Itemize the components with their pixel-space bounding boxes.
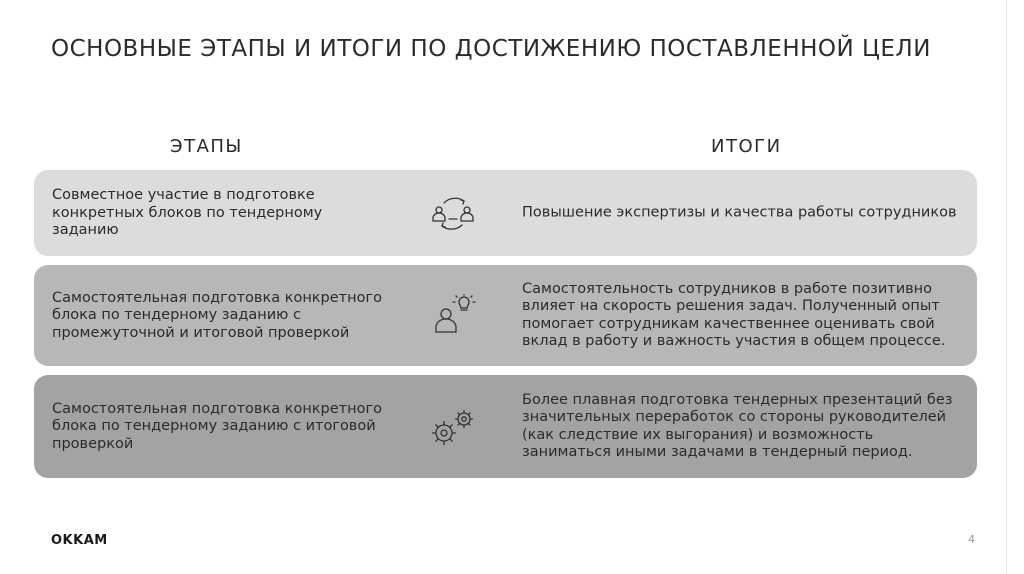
- stage-text: Самостоятельная подготовка конкретного блока по тендерному заданию с промежуточной и итоговой проверкой: [52, 289, 382, 341]
- stage-text: Самостоятельная подготовка конкретного блока по тендерному заданию с итоговой проверкой: [52, 400, 382, 452]
- result-text: Самостоятельность сотрудников в работе позитивно влияет на скорость решения задач. Полученный опыт помогает сотрудникам качественнее оценивать свой вклад в работу и важность участия в общем процессе.: [522, 280, 946, 349]
- stage-row-1: [34, 170, 977, 256]
- slide-edge-divider: [1006, 0, 1007, 574]
- stage-row-2: [34, 265, 977, 366]
- page-title: ОСНОВНЫЕ ЭТАПЫ И ИТОГИ ПО ДОСТИЖЕНИЮ ПОСТАВЛЕННОЙ ЦЕЛИ: [51, 36, 931, 62]
- results-header: ИТОГИ: [711, 136, 782, 157]
- people-exchange-icon: [426, 191, 480, 235]
- okkam-logo: OKKAM: [51, 533, 108, 548]
- result-text: Более плавная подготовка тендерных презентаций без значительных переработок со стороны руководителей (как следствие их выгорания) и возможность заниматься иными задачами в тендерный период.: [522, 391, 953, 460]
- stage-text: Совместное участие в подготовке конкретных блоков по тендерному заданию: [52, 186, 323, 238]
- person-idea-icon: [426, 294, 480, 338]
- stage-row-3: [34, 375, 977, 478]
- page-number: 4: [968, 533, 975, 546]
- gears-icon: [426, 405, 480, 449]
- result-text: Повышение экспертизы и качества работы сотрудников: [522, 204, 957, 221]
- stages-header: ЭТАПЫ: [170, 136, 243, 157]
